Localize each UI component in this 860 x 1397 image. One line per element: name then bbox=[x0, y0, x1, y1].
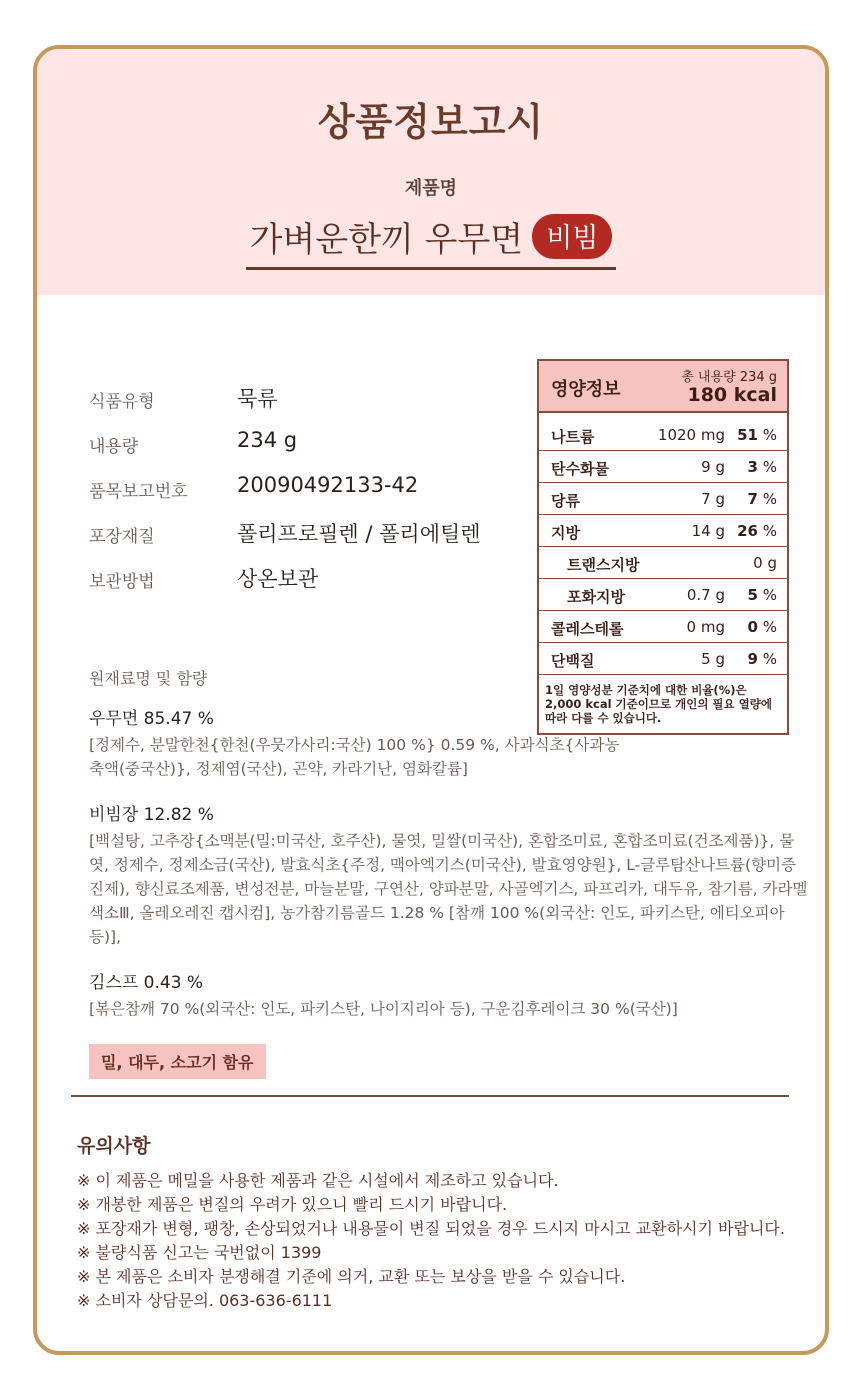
nutrition-title: 영양정보 bbox=[551, 379, 621, 400]
percent-unit: % bbox=[762, 522, 777, 540]
percent-value: 51 bbox=[737, 426, 758, 444]
nutrition-row-sodium bbox=[539, 413, 787, 451]
ingredient-description: [정제수, 분말한천{한천(우뭇가사리:국산) 100 %} 0.59 %, 사과식초{사과농축액(중국산)}, 정제염(국산), 곤약, 카라기난, 염화칼륨] bbox=[89, 736, 620, 778]
nutrition-row-sugars bbox=[539, 483, 787, 515]
info-label: 품목보고번호 bbox=[89, 482, 188, 502]
product-variant-badge: 비빔 bbox=[532, 214, 612, 259]
info-label: 포장재질 bbox=[89, 527, 155, 547]
product-name-row bbox=[37, 212, 825, 270]
nutrient-name: 나트륨 bbox=[551, 428, 595, 446]
nutrient-amount: 7 g bbox=[701, 490, 725, 508]
nutrition-header bbox=[539, 361, 787, 413]
percent-unit: % bbox=[762, 426, 777, 444]
notice-title: 유의사항 bbox=[77, 1135, 151, 1157]
product-info-card bbox=[33, 45, 829, 1355]
nutrient-amount: 9 g bbox=[701, 458, 725, 476]
info-value: 묵류 bbox=[237, 387, 278, 411]
percent-unit: % bbox=[762, 618, 777, 636]
nutrient-amount: 0 mg bbox=[686, 618, 725, 636]
nutrient-amount: 5 g bbox=[701, 650, 725, 668]
product-name: 가벼운한끼 우무면 bbox=[249, 220, 524, 260]
nutrient-amount: 0.7 g bbox=[686, 586, 725, 604]
percent-value: 0 bbox=[747, 618, 758, 636]
product-name-label: 제품명 bbox=[404, 178, 458, 199]
nutrition-footnote: 1일 영양성분 기준치에 대한 비율(%)은 2,000 kcal 기준이므로 개인의 필요 열량에 따라 다를 수 있습니다. bbox=[539, 674, 787, 733]
ingredient-name: 비빔장 12.82 % bbox=[89, 805, 214, 825]
notice-list bbox=[77, 1169, 807, 1313]
page-title: 상품정보고시 bbox=[317, 100, 545, 144]
nutrient-percent bbox=[737, 426, 777, 444]
ingredient-name: 우무면 85.47 % bbox=[89, 709, 214, 729]
notice-item: ※ 포장재가 변형, 팽창, 손상되었거나 내용물이 변질 되었을 경우 드시지 마시고 교환하시기 바랍니다. bbox=[77, 1219, 785, 1238]
notice-item: ※ 본 제품은 소비자 분쟁해결 기준에 의거, 교환 또는 보상을 받을 수 있습니다. bbox=[77, 1267, 626, 1286]
notice-item: ※ 소비자 상담문의. 063-636-6111 bbox=[77, 1291, 333, 1310]
nutrient-percent bbox=[748, 618, 777, 636]
nutrition-row-fat bbox=[539, 515, 787, 547]
nutrient-percent bbox=[748, 586, 777, 604]
nutrition-row-saturated-fat bbox=[539, 579, 787, 611]
ingredient-description: [볶은참깨 70 %(외국산: 인도, 파키스탄, 나이지리아 등), 구운김후레이크 30 %(국산)] bbox=[89, 1000, 678, 1018]
ingredient-block-sauce bbox=[89, 800, 809, 949]
header-panel bbox=[37, 49, 825, 295]
section-divider bbox=[71, 1095, 789, 1097]
info-value: 상온보관 bbox=[237, 567, 319, 591]
nutrition-table bbox=[537, 359, 789, 735]
percent-value: 3 bbox=[747, 458, 758, 476]
nutrient-name: 포화지방 bbox=[567, 588, 625, 606]
percent-value: 7 bbox=[747, 490, 758, 508]
nutrition-row-trans-fat bbox=[539, 547, 787, 579]
notice-item: ※ 불량식품 신고는 국번없이 1399 bbox=[77, 1243, 322, 1262]
ingredients-heading: 원재료명 및 함량 bbox=[89, 669, 208, 688]
product-name-underline bbox=[246, 212, 617, 270]
percent-value: 26 bbox=[737, 522, 758, 540]
nutrition-kcal: 180 kcal bbox=[687, 384, 777, 406]
nutrition-row-carbohydrate bbox=[539, 451, 787, 483]
nutrient-name: 지방 bbox=[551, 524, 580, 542]
percent-unit: % bbox=[762, 650, 777, 668]
info-label: 보관방법 bbox=[89, 572, 155, 592]
nutrition-row-protein bbox=[539, 643, 787, 674]
percent-unit: % bbox=[762, 458, 777, 476]
ingredient-block-seaweed bbox=[89, 968, 809, 1021]
nutrient-name: 콜레스테롤 bbox=[551, 620, 624, 638]
nutrient-name: 당류 bbox=[551, 492, 580, 510]
allergy-badge: 밀, 대두, 소고기 함유 bbox=[89, 1044, 266, 1079]
nutrient-name: 탄수화물 bbox=[551, 460, 609, 478]
nutrient-percent bbox=[748, 650, 777, 668]
nutrient-percent bbox=[748, 490, 777, 508]
ingredient-name: 김스프 0.43 % bbox=[89, 973, 204, 993]
notice-item: ※ 이 제품은 메밀을 사용한 제품과 같은 시설에서 제조하고 있습니다. bbox=[77, 1171, 559, 1190]
ingredient-description: [백설탕, 고추장{소맥분(밀:미국산, 호주산), 물엿, 밀쌀(미국산), 혼합조미료, 혼합조미료(건조제품)}, 물엿, 정제수, 정제소금(국산), 발효식초{주정, 맥아엑기스(미국산), 발효영양원}, L-글루탐산나트륨(향미증진제), 향신료조제품, 변성전분, 마늘분말, 구연산, 양파분말, 사골엑기스, 파프리카, 대두유, 참기름, 카라멜색소Ⅲ, 올레오레진 캡시컴], 농가참기름골드 1.28 % [참깨 100 %(외국산: 인도, 파키스탄, 에티오피아 등)], bbox=[89, 832, 808, 946]
notice-item: ※ 개봉한 제품은 변질의 우려가 있으니 빨리 드시기 바랍니다. bbox=[77, 1195, 508, 1214]
percent-value: 5 bbox=[747, 586, 758, 604]
nutrient-amount: 0 g bbox=[753, 554, 777, 572]
ingredient-block-noodle bbox=[89, 704, 809, 781]
info-label: 식품유형 bbox=[89, 392, 155, 412]
info-label: 내용량 bbox=[89, 437, 139, 457]
nutrient-name: 단백질 bbox=[551, 652, 595, 670]
nutrient-amount: 1020 mg bbox=[657, 426, 725, 444]
percent-unit: % bbox=[762, 490, 777, 508]
info-value: 234 g bbox=[237, 428, 298, 452]
nutrition-total-content: 총 내용량 234 g bbox=[681, 370, 777, 385]
nutrient-amount: 14 g bbox=[691, 522, 725, 540]
nutrient-percent bbox=[737, 522, 777, 540]
info-value: 폴리프로필렌 / 폴리에틸렌 bbox=[237, 522, 481, 546]
info-value: 20090492133-42 bbox=[237, 473, 419, 497]
percent-unit: % bbox=[762, 586, 777, 604]
nutrient-name: 트랜스지방 bbox=[567, 556, 640, 574]
nutrient-percent bbox=[748, 458, 777, 476]
percent-value: 9 bbox=[747, 650, 758, 668]
nutrition-row-cholesterol bbox=[539, 611, 787, 643]
